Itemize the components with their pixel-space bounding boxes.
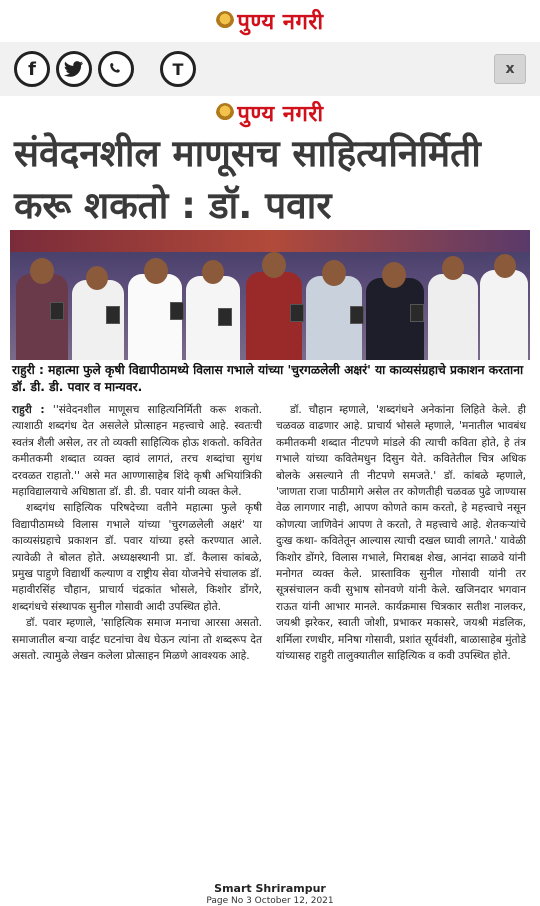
photo-person-head bbox=[322, 260, 346, 286]
brand-mark-icon bbox=[216, 103, 234, 123]
paragraph: डॉ. चौहान म्हणाले, 'शब्दगंधने अनेकांना लिहिते केले. ही चळवळ वाढणार आहे. प्राचार्य भोसले म्हणाले, 'मनातील भावबंध कमीतकमी शब्दात नीटपणे मांडले की त्याची कविता होते, हे तंत्र गभाले यांच्या कवितेमधुन दिसुन येते. कवितेतील चित्र अधिक बोलके असल्याने ती नीटपणे समजते.' डॉ. कांबळे म्हणाले, 'जाणता राजा पाठीमागे असेल तर कोणतीही चळवळ पुढे जाण्यास वेळ लागणार नाही, आपण कोणते काम करतो, हे महत्त्वाचे नसून कोणत्या जाणिवेनं आपण ते करतो, ते महत्त्वाचे आहे. शेतकऱ्यांचे दुःख कथा- कवितेतून आल्यास त्याची दखल घ्यावी लागते.' यावेळी किशोर डोंगरे, विलास गभाले, मिराबक्ष शेख, आनंदा साळवे यांनी मनोगत व्यक्त केले. प्रास्ताविक सुनील गोसावी यांनी तर सूत्रसंचालन कवी सुभाष सोनवणे यांनी केले. खजिनदार भगवान राऊत यांनी आभार मानले. कार्यक्रमास चित्रकार सतीश नालकर, जयश्री झरेकर, स्वाती जोशी, प्रभाकर मकासरे, जयश्री मंडलिक, शर्मिला रणधीर, मनिषा गोसावी, प्रशांत सूर्यवंशी, बाळासाहेब मुंतोडे यांच्यासह राहुरी तालुक्यातील साहित्यिक व कवी उपस्थित होते. bbox=[276, 404, 526, 663]
brand-mark-icon bbox=[216, 11, 234, 31]
book-cover bbox=[290, 304, 304, 322]
article-brand bbox=[0, 98, 540, 128]
whatsapp-share-icon[interactable] bbox=[98, 51, 134, 87]
photo-person-head bbox=[442, 256, 464, 280]
book-cover bbox=[106, 306, 120, 324]
photo-person-head bbox=[144, 258, 168, 284]
book-cover bbox=[410, 304, 424, 322]
paragraph: ''संवेदनशील माणूसच साहित्यनिर्मिती करू शकतो. त्याशाठी शब्दगंध देत असलेले प्रोत्साहन महत्त्वाचे आहे. स्वतःची स्वतंत्र शैली असेल, तर तो व्यक्ती साहित्यिक होऊ शकतो. कवितेत कमीतकमी शब्दात व्यक्त व्हावं लागतं, तरच शब्दांचा सुगंध दरवळत राहातो.'' असे मत आण्णासाहेब शिंदे कृषी अभियांत्रिकी महाविद्यालयाचे अधिष्ठाता डॉ. डी. डी. पवार यांनी व्यक्त केले. bbox=[12, 404, 263, 499]
paragraph: डॉ. पवार म्हणाले, 'साहित्यिक समाज मनाचा आरसा असतो. समाजातील बऱ्या वाईट घटनांचा वेध घेऊन त्यांना तो शब्दरूप देत असतो. त्यामुळे लेखन कलेला प्रोत्साहन मिळणे आवश्यक आहे. bbox=[12, 617, 262, 663]
book-cover bbox=[50, 302, 64, 320]
twitter-share-icon[interactable] bbox=[56, 51, 92, 87]
other-share-icon[interactable] bbox=[160, 51, 196, 87]
brand-name: पुण्य नगरी bbox=[237, 10, 324, 35]
dateline: राहुरी : bbox=[12, 404, 45, 416]
paragraph: शब्दगंध साहित्यिक परिषदेच्या वतीने महात्मा फुले कृषी विद्यापीठामध्ये विलास गभाले यांच्या 'चुरगळलेली अक्षरं' या काव्यसंग्रहाचे प्रकाशन डॉ. पवार यांच्या हस्ते करण्यात आले. त्यावेळी ते बोलत होते. अध्यक्षस्थानी प्रा. डॉ. कैलास कांबळे, प्रमुख पाहुणे विद्यार्थी कल्याण व राष्ट्रीय सेवा योजनेचे संचालक डॉ. महावीरसिंह चौहान, प्राचार्य चंद्रकांत भोसले, किशोर डोंगरे, शब्दगंधचे संस्थापक सुनील गोसावी आदी उपस्थित होते. bbox=[12, 502, 262, 613]
photo-person-head bbox=[30, 258, 54, 284]
close-button[interactable] bbox=[494, 54, 526, 84]
event-photo bbox=[10, 230, 530, 360]
facebook-glyph: f bbox=[28, 58, 36, 80]
share-bar bbox=[0, 42, 540, 97]
photo-person bbox=[428, 274, 478, 360]
twitter-bird-icon bbox=[64, 61, 84, 77]
photo-person-head bbox=[202, 260, 224, 284]
article-column-right bbox=[276, 402, 526, 665]
edition-name: Smart Shrirampur bbox=[214, 882, 326, 895]
article-column-left bbox=[12, 402, 262, 665]
photo-person-head bbox=[86, 266, 108, 290]
photo-person-head bbox=[262, 252, 286, 278]
photo-caption: राहुरी : महात्मा फुले कृषी विद्यापीठामध्ये विलास गभाले यांच्या 'चुरगळलेली अक्षरं' या काव्यसंग्रहाचे प्रकाशन करताना डॉ. डी. डी. पवार व मान्यवर. bbox=[12, 363, 524, 394]
book-cover bbox=[218, 308, 232, 326]
photo-person-head bbox=[494, 254, 516, 278]
page-info: Page No 3 October 12, 2021 bbox=[206, 896, 334, 906]
article-brand-name: पुण्य नगरी bbox=[237, 102, 324, 127]
headline: संवेदनशील माणूसच साहित्यनिर्मिती करू शकतो : डॉ. पवार bbox=[14, 132, 481, 227]
photo-person bbox=[480, 270, 528, 360]
facebook-share-icon[interactable] bbox=[14, 51, 50, 87]
app-header bbox=[0, 0, 540, 43]
photo-person-head bbox=[382, 262, 406, 288]
book-cover bbox=[170, 302, 184, 320]
brand-logo bbox=[216, 6, 323, 36]
other-share-glyph: T bbox=[172, 59, 184, 79]
close-label: x bbox=[505, 61, 515, 77]
photo-banner bbox=[10, 230, 530, 252]
newspaper-clipping bbox=[0, 96, 540, 906]
whatsapp-phone-icon bbox=[106, 59, 126, 79]
book-cover bbox=[350, 306, 364, 324]
